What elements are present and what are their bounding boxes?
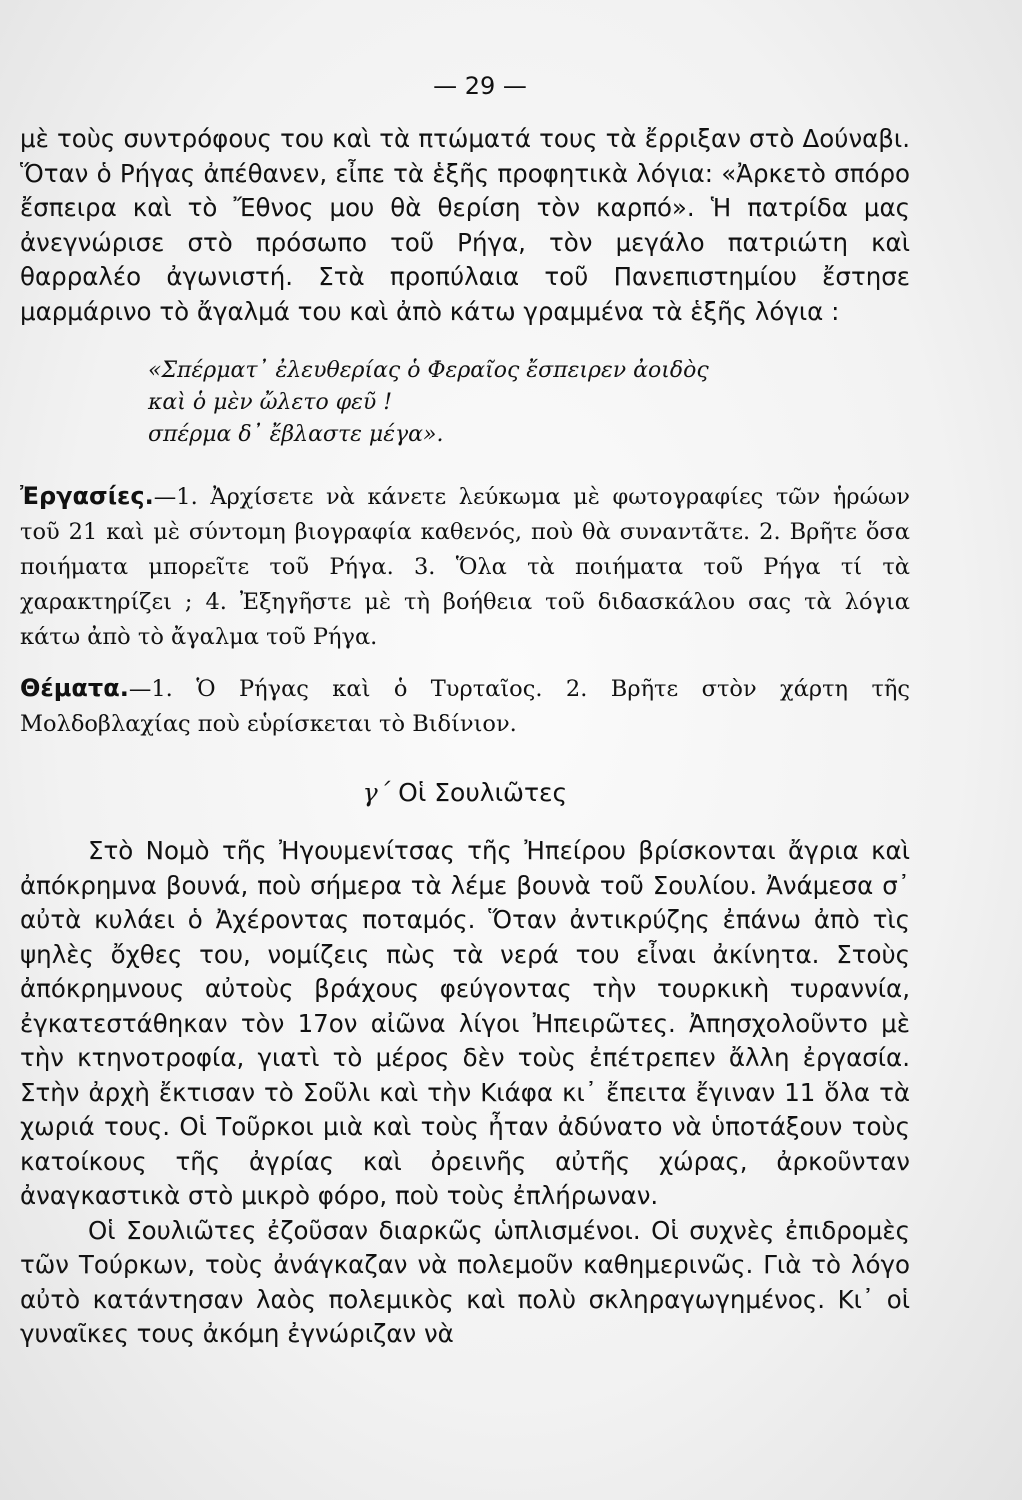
body-paragraph-1: Στὸ Νομὸ τῆς Ἠγουμενίτσας τῆς Ἠπείρου βρίσκονται ἄγρια καὶ ἀπόκρημνα βουνά, ποὺ σήμερα τὰ λέμε βουνὰ τοῦ Σουλίου. Ἀνάμεσα σ᾽ αὐτὰ κυλάει ὁ Ἀχέροντας ποταμός. Ὅταν ἀντικρύζης ἐπάνω ἀπὸ τὶς ψηλὲς ὄχθες του, νομίζεις πὼς τὰ νερά του εἶναι ἀκίνητα. Στοὺς ἀπόκρημνους αὐτοὺς βράχους φεύγοντας τὴν τουρκικὴ τυραννία, ἐγκατεστάθηκαν τὸν 17ον αἰῶνα λίγοι Ἠπειρῶτες. Ἀπησχολοῦντο μὲ τὴν κτηνοτροφία, γιατὶ τὸ μέρος δὲν τοὺς ἐπέτρεπεν ἄλλη ἐργασία. Στὴν ἀρχὴ ἔκτισαν τὸ Σοῦλι καὶ τὴν Κιάφα κι᾽ ἔπειτα ἔγιναν 11 ὅλα τὰ χωριά τους. Οἱ Τοῦρκοι μιὰ καὶ τοὺς ἦταν ἀδύνατο νὰ ὑποτάξουν τοὺς κατοίκους τῆς ἀγρίας καὶ ὀρεινῆς αὐτῆς χώρας, ἀρκοῦνταν ἀναγκαστικὰ στὸ μικρὸ φόρο, ποὺ τοὺς ἐπλήρωναν.	[20, 836, 910, 1210]
topics-label: Θέματα.	[20, 674, 129, 702]
topics-text: —1. Ὁ Ρήγας καὶ ὁ Τυρταῖος. 2. Βρῆτε στὸν χάρτη τῆς Μολδοβλαχίας ποὺ εὑρίσκεται τὸ Βιδίνιον.	[20, 676, 910, 737]
page-number: — 29 —	[433, 72, 527, 100]
section-heading	[20, 776, 910, 810]
inscription-line-2: καὶ ὁ μὲν ὤλετο φεῦ !	[148, 390, 393, 415]
inscription-line-1: «Σπέρματ᾽ ἐλευθερίας ὁ Φεραῖος ἔσπειρεν ἀοιδὸς	[148, 358, 709, 383]
body-paragraph-2: Οἱ Σουλιῶτες ἐζοῦσαν διαρκῶς ὡπλισμένοι. Οἱ συχνὲς ἐπιδρομὲς τῶν Τούρκων, τοὺς ἀνάγκαζαν νὰ πολεμοῦν καθημερινῶς. Γιὰ τὸ λόγο αὐτὸ κατάντησαν λαὸς πολεμικὸς καὶ πολὺ σκληραγωγημένος. Κι᾽ οἱ γυναῖκες τους ἀκόμη ἐγνώριζαν νὰ	[20, 1215, 910, 1348]
inscription-line-3: σπέρμα δ᾽ ἔβλαστε μέγα».	[148, 422, 444, 447]
opening-paragraph: μὲ τοὺς συντρόφους του καὶ τὰ πτώματά τους τὰ ἔρριξαν στὸ Δούναβι. Ὅταν ὁ Ρήγας ἀπέθανεν, εἶπε τὰ ἑξῆς προφητικὰ λόγια: «Ἀρκετὸ σπόρο ἔσπειρα καὶ τὸ Ἔθνος μου θὰ θερίση τὸν καρπό». Ἡ πατρίδα μας ἀνεγνώρισε στὸ πρόσωπο τοῦ Ρήγα, τὸν μεγάλο πατριώτη καὶ θαρραλέο ἀγωνιστή. Στὰ προπύλαια τοῦ Πανεπιστημίου ἔστησε μαρμάρινο τὸ ἄγαλμά του καὶ ἀπὸ κάτω γραμμένα τὰ ἑξῆς λόγια :	[20, 124, 910, 326]
section-letter: γ´	[362, 778, 391, 807]
exercises-label: Ἐργασίες.	[20, 482, 154, 510]
exercises-text: —1. Ἀρχίσετε νὰ κάνετε λεύκωμα μὲ φωτογραφίες τῶν ἡρώων τοῦ 21 καὶ μὲ σύντομη βιογραφία καθενός, ποὺ θὰ συναντᾶτε. 2. Βρῆτε ὅσα ποιήματα μπορεῖτε τοῦ Ρήγα. 3. Ὅλα τὰ ποιήματα τοῦ Ρήγα τί τὰ χαρακτηρίζει ; 4. Ἐξηγῆστε μὲ τὴ βοήθεια τοῦ διδασκάλου σας τὰ λόγια κάτω ἀπὸ τὸ ἄγαλμα τοῦ Ρήγα.	[20, 484, 910, 650]
exercises-paragraph	[20, 479, 910, 655]
statue-inscription	[148, 355, 910, 451]
topics-paragraph	[20, 671, 910, 742]
section-title-text: Οἱ Σουλιῶτες	[398, 778, 568, 807]
page-content	[20, 122, 910, 1352]
